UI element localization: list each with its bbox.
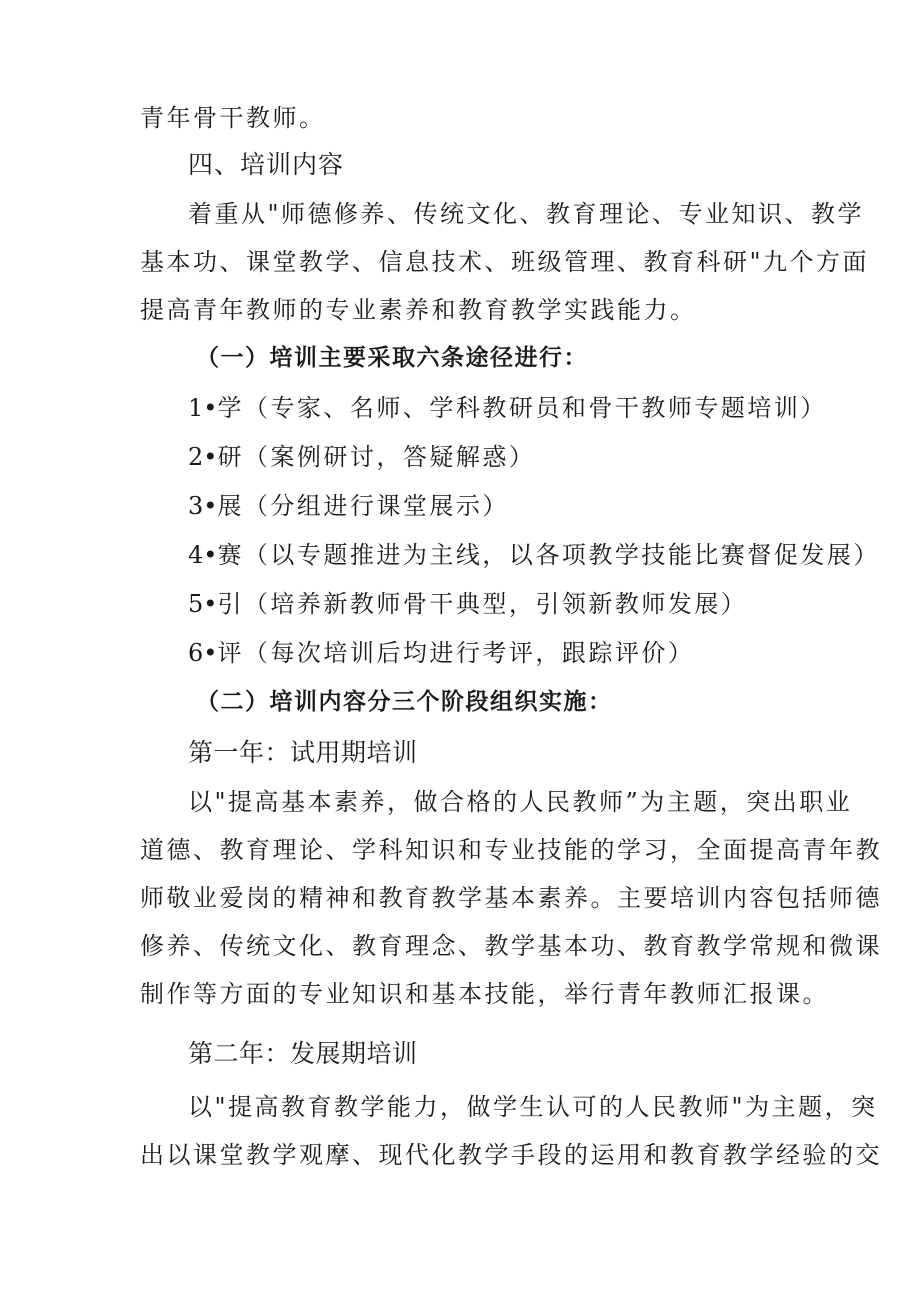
training-method-item (188, 393, 827, 423)
item-number: 4• (188, 541, 218, 569)
training-method-item (188, 491, 509, 521)
item-text: 引（培养新教师骨干典型，引领新教师发展） (217, 590, 748, 618)
item-text: 展（分组进行课堂展示） (217, 492, 509, 520)
item-number: 5• (188, 590, 218, 618)
continued-line: 青年骨干教师。 (140, 104, 326, 132)
item-text: 评（每次培训后均进行考评，跟踪评价） (217, 639, 695, 667)
item-number: 2• (188, 443, 218, 471)
year-one-line-2: 道德、教育理论、学科知识和专业技能的学习，全面提高青年教 (140, 836, 882, 864)
year-two-line-1: 以"提高教育教学能力，做学生认可的人民教师"为主题，突 (188, 1093, 878, 1121)
section-four-intro-line-3: 提高青年教师的专业素养和教育教学实践能力。 (140, 296, 697, 324)
year-one-line-3: 师敬业爱岗的精神和教育教学基本素养。主要培训内容包括师德 (140, 884, 882, 912)
training-method-item (188, 442, 535, 472)
section-four-intro-line-2: 基本功、课堂教学、信息技术、班级管理、教育科研"九个方面 (140, 248, 870, 276)
item-text: 学（专家、名师、学科教研员和骨干教师专题培训） (217, 394, 827, 422)
subsection-one-heading: （一）培训主要采取六条途径进行： (196, 345, 588, 371)
year-one-line-4: 修养、传统文化、教育理念、教学基本功、教育教学常规和微课 (140, 932, 882, 960)
year-one-heading: 第一年：试用期培训 (188, 738, 418, 767)
item-text: 赛（以专题推进为主线，以各项教学技能比赛督促发展） (217, 541, 880, 569)
year-one-line-1: 以"提高基本素养，做合格的人民教师”为主题，突出职业 (188, 788, 853, 816)
item-number: 6• (188, 639, 218, 667)
training-method-item (188, 589, 747, 619)
section-four-intro-line-1: 着重从"师德修养、传统文化、教育理论、专业知识、教学 (188, 200, 865, 228)
year-two-line-2: 出以课堂教学观摩、现代化教学手段的运用和教育教学经验的交 (140, 1141, 882, 1169)
year-two-heading: 第二年：发展期培训 (188, 1039, 418, 1068)
section-four-heading: 四、培训内容 (188, 150, 345, 179)
item-number: 3• (188, 492, 218, 520)
training-method-item (188, 540, 880, 570)
training-method-item (188, 638, 694, 668)
year-one-line-5: 制作等方面的专业知识和基本技能，举行青年教师汇报课。 (140, 980, 829, 1008)
item-number: 1• (188, 394, 218, 422)
item-text: 研（案例研讨，答疑解惑） (217, 443, 536, 471)
subsection-two-heading: （二）培训内容分三个阶段组织实施： (196, 689, 613, 715)
